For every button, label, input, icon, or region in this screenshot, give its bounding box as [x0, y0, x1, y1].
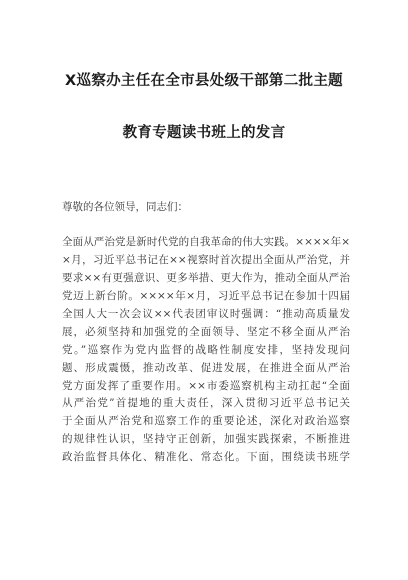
body-line: 的规律性认识，坚持守正创新，加强实践探索，不断推进: [62, 433, 350, 446]
body-line: 全国人大一次会议××代表团审议时强调：“推动高质量发: [62, 307, 350, 320]
document-title-line-2: 教育专题读书班上的发言: [122, 125, 286, 141]
body-line: ×月，习近平总书记在××视察时首次提出全面从严治党，并: [62, 253, 350, 266]
body-line: 从严治党”首提地的重大责任，深入贯彻习近平总书记关: [62, 397, 350, 410]
body-line: 全面从严治党是新时代党的自我革命的伟大实践。××××年×: [62, 236, 350, 248]
salutation: 尊敬的各位领导，同志们：: [62, 201, 188, 213]
body-line: 党方面发挥了重要作用。××市委巡察机构主动扛起“全面: [62, 379, 350, 392]
document-title-line-1: X巡察办主任在全市县处级干部第二批主题: [65, 73, 343, 89]
body-line: 于全面从严治党和巡察工作的重要论述，深化对政治巡察: [62, 415, 350, 428]
body-paragraph: [62, 234, 350, 467]
body-line: 展，必须坚持和加强党的全面领导、坚定不移全面从严治: [62, 325, 350, 338]
body-line: 政治监督具体化、精准化、常态化。下面，围绕读书班学: [62, 451, 350, 464]
body-line: 党迈上新台阶。××××年×月，习近平总书记在参加十四届: [62, 289, 350, 302]
body-line: 题、形成震慑，推动改革、促进发展，在推进全面从严治: [62, 361, 350, 374]
body-line: 要求××有更强意识、更多举措、更大作为，推动全面从严治: [62, 271, 350, 284]
body-line: 党。”巡察作为党内监督的战略性制度安排，坚持发现问: [62, 343, 350, 356]
